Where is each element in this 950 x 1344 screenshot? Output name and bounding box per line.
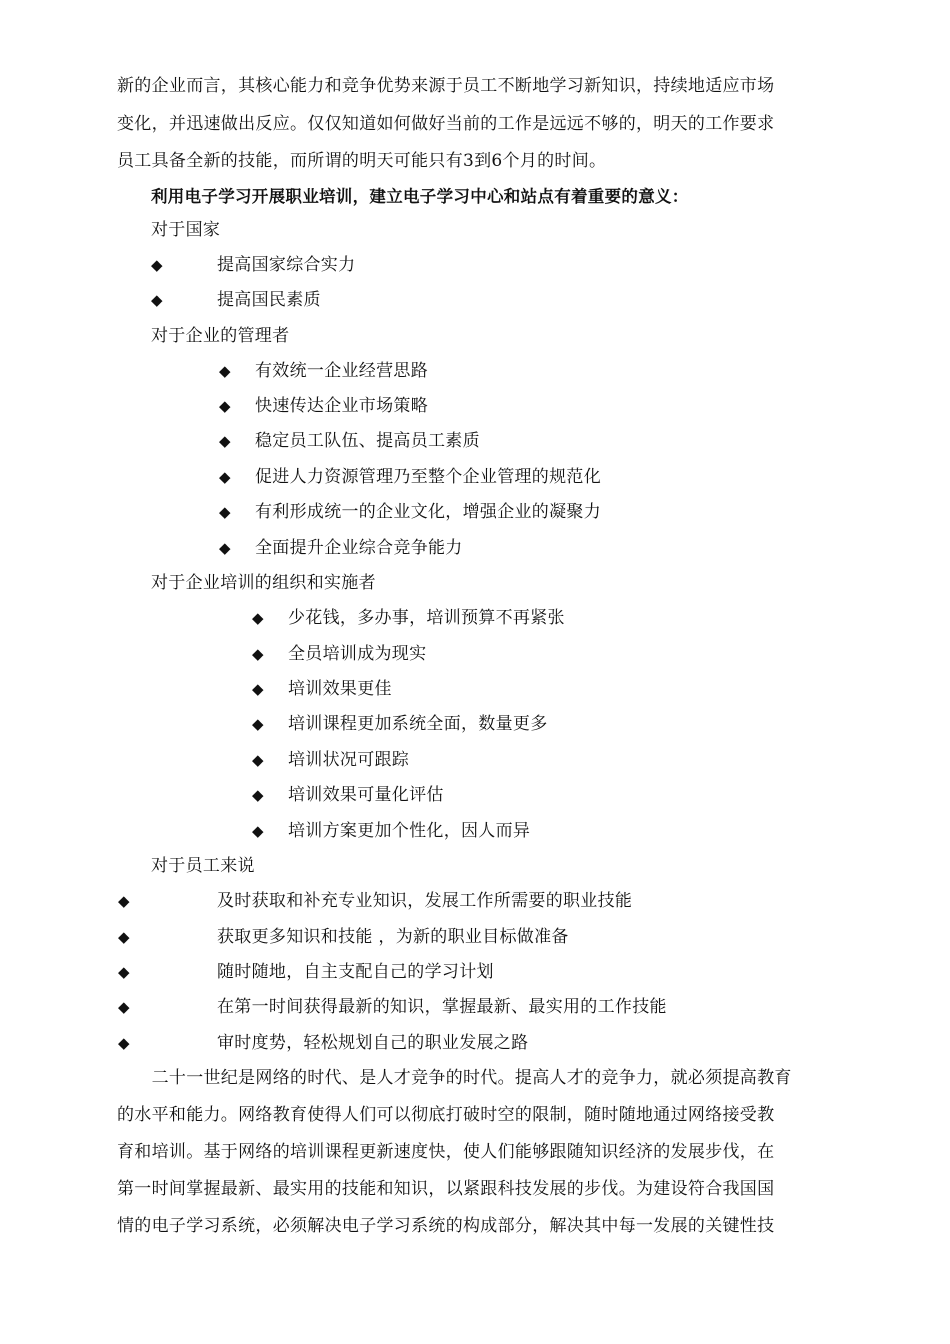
list-item: 培训状况可跟踪 (288, 750, 410, 770)
bullet-diamond-icon: ◆ (118, 928, 130, 946)
bullet-diamond-icon: ◆ (252, 645, 264, 663)
closing-line-4: 第一时间掌握最新、最实用的技能和知识，以紧跟科技发展的步伐。为建设符合我国国 (117, 1179, 775, 1199)
bullet-diamond-icon: ◆ (118, 963, 130, 981)
bullet-diamond-icon: ◆ (252, 786, 264, 804)
list-item: 有效统一企业经营思路 (255, 361, 428, 381)
closing-line-5: 情的电子学习系统，必须解决电子学习系统的构成部分，解决其中每一发展的关键性技 (117, 1216, 775, 1236)
list-item: 稳定员工队伍、提高员工素质 (255, 431, 480, 451)
bullet-diamond-icon: ◆ (219, 468, 231, 486)
list-item: 提高国民素质 (217, 290, 321, 310)
list-item: 培训效果更佳 (288, 679, 392, 699)
list-item: 全面提升企业综合竞争能力 (255, 538, 463, 558)
list-item: 提高国家综合实力 (217, 255, 356, 275)
list-item: 促进人力资源管理乃至整个企业管理的规范化 (255, 467, 601, 487)
list-item: 获取更多知识和技能 ，为新的职业目标做准备 (217, 927, 569, 947)
bullet-diamond-icon: ◆ (252, 680, 264, 698)
list-item: 有利形成统一的企业文化，增强企业的凝聚力 (255, 502, 601, 522)
closing-line-2: 的水平和能力。网络教育使得人们可以彻底打破时空的限制，随时随地通过网络接受教 (117, 1105, 775, 1125)
bullet-diamond-icon: ◆ (219, 397, 231, 415)
bullet-diamond-icon: ◆ (118, 892, 130, 910)
list-item: 培训课程更加系统全面，数量更多 (288, 714, 548, 734)
bullet-diamond-icon: ◆ (118, 1034, 130, 1052)
intro-line-1: 新的企业而言，其核心能力和竞争优势来源于员工不断地学习新知识，持续地适应市场 (117, 76, 775, 96)
bullet-diamond-icon: ◆ (219, 432, 231, 450)
list-item: 及时获取和补充专业知识，发展工作所需要的职业技能 (217, 891, 633, 911)
intro-line-3: 员工具备全新的技能，而所谓的明天可能只有3到6个月的时间。 (117, 151, 607, 171)
bullet-diamond-icon: ◆ (219, 503, 231, 521)
list-item: 全员培训成为现实 (288, 644, 427, 664)
list-item: 快速传达企业市场策略 (255, 396, 428, 416)
list-item: 在第一时间获得最新的知识，掌握最新、最实用的工作技能 (217, 997, 667, 1017)
bullet-diamond-icon: ◆ (151, 256, 163, 274)
list-item: 审时度势，轻松规划自己的职业发展之路 (217, 1033, 529, 1053)
bullet-diamond-icon: ◆ (219, 539, 231, 557)
group-label-trainers: 对于企业培训的组织和实施者 (151, 573, 376, 593)
list-item: 培训效果可量化评估 (288, 785, 444, 805)
bullet-diamond-icon: ◆ (252, 822, 264, 840)
group-label-employees: 对于员工来说 (151, 856, 255, 876)
list-item: 少花钱，多办事，培训预算不再紧张 (288, 608, 565, 628)
bullet-diamond-icon: ◆ (151, 291, 163, 309)
group-label-managers: 对于企业的管理者 (151, 326, 290, 346)
list-item: 随时随地，自主支配自己的学习计划 (217, 962, 494, 982)
closing-line-1: 二十一世纪是网络的时代、是人才竞争的时代。提高人才的竞争力，就必须提高教育 (117, 1068, 792, 1088)
section-heading: 利用电子学习开展职业培训，建立电子学习中心和站点有着重要的意义： (151, 187, 689, 206)
bullet-diamond-icon: ◆ (252, 751, 264, 769)
list-item: 培训方案更加个性化，因人而异 (288, 821, 531, 841)
group-label-nation: 对于国家 (151, 220, 221, 240)
bullet-diamond-icon: ◆ (118, 998, 130, 1016)
bullet-diamond-icon: ◆ (252, 715, 264, 733)
bullet-diamond-icon: ◆ (219, 362, 231, 380)
intro-line-2: 变化，并迅速做出反应。仅仅知道如何做好当前的工作是远远不够的，明天的工作要求 (117, 114, 775, 134)
closing-line-3: 育和培训。基于网络的培训课程更新速度快，使人们能够跟随知识经济的发展步伐，在 (117, 1142, 775, 1162)
bullet-diamond-icon: ◆ (252, 609, 264, 627)
